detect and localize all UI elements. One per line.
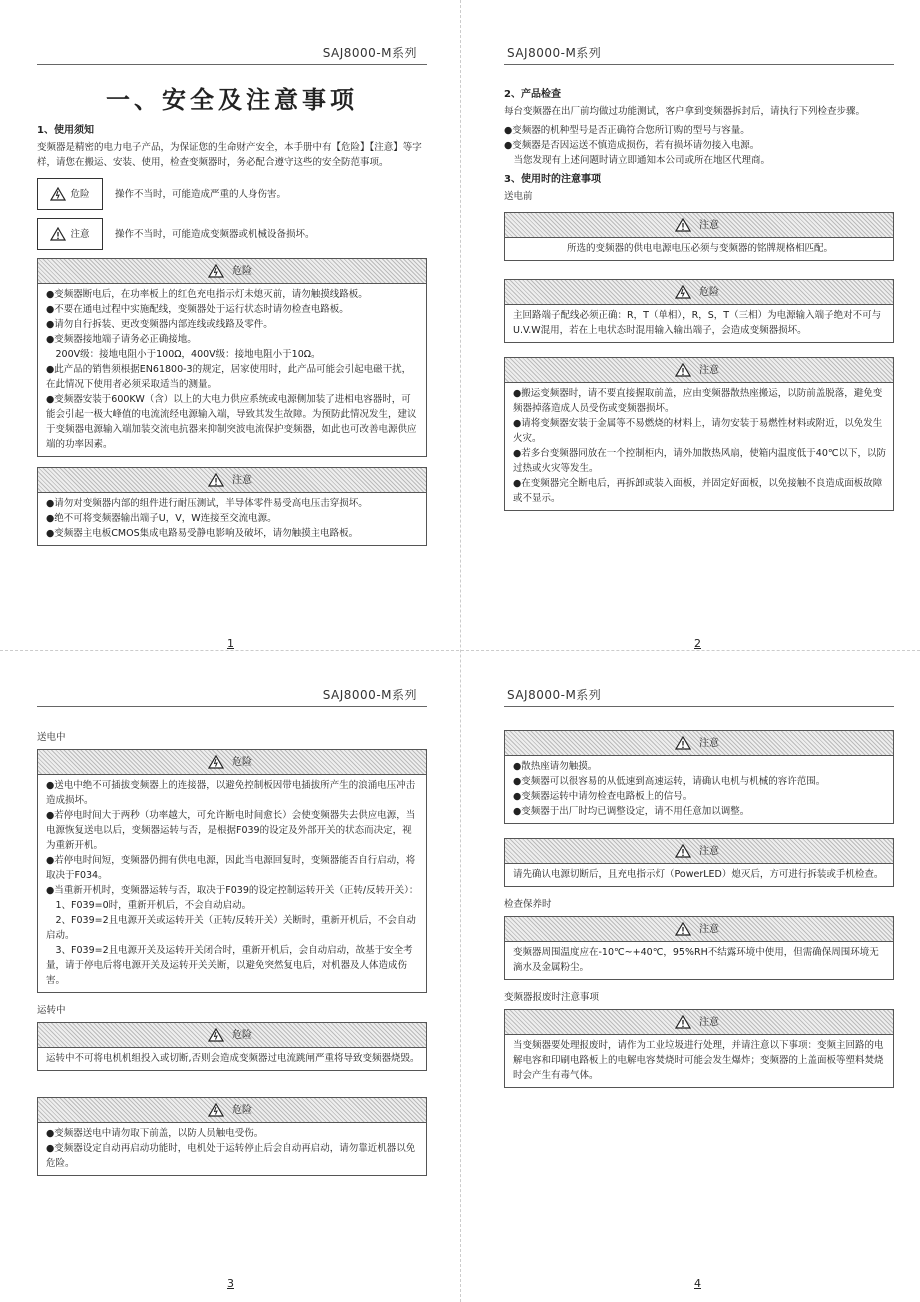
list-item: ●请勿对变频器内部的组件进行耐压测试，半导体零件易受高电压击穿损坏。 <box>46 498 368 509</box>
page-4-content <box>504 728 894 1098</box>
subheading: 送电中 <box>37 732 66 743</box>
list-item: ●搬运变频器时，请不要直接握取前盖，应由变频器散热座搬运，以防前盖脱落，避免变频器掉落造成人员受伤或变频器损坏。 <box>513 388 883 414</box>
page-number: 4 <box>694 1277 701 1290</box>
caution-tag-label: 注意 <box>70 228 90 240</box>
list-item: ●变频器主电板CMOS集成电路易受静电影响及破坏，请勿触摸主电路板。 <box>46 528 359 539</box>
box-header <box>38 750 426 775</box>
danger-box <box>504 279 894 343</box>
caution-box <box>37 467 427 546</box>
header-line <box>504 706 894 707</box>
caution-box <box>504 357 894 511</box>
list-item: ●送电中绝不可插拔变频器上的连接器，以避免控制板因带电插拔所产生的浪涌电压冲击造成损坏。 <box>46 780 416 806</box>
header-line <box>37 64 427 65</box>
box-label: 注意 <box>699 364 719 376</box>
list-item: ●变频器断电后，在功率板上的红色充电指示灯未熄灭前，请勿触摸线路板。 <box>46 289 368 300</box>
list-item: 当变频器要处理报废时，请作为工业垃圾进行处理，并请注意以下事项：变频主回路的电解电容和印刷电路板上的电解电容焚烧时可能会发生爆炸；变频器的上盖面板等塑料焚烧时会产生有毒气体。 <box>513 1040 884 1081</box>
list-item: 当您发现有上述问题时请立即通知本公司或所在地区代理商。 <box>504 155 771 166</box>
box-label: 危险 <box>232 756 252 768</box>
page-2 <box>482 40 912 650</box>
caution-warning-icon <box>675 363 691 377</box>
caution-tag <box>37 218 103 250</box>
list-item: ●若停电时间大于两秒（功率越大，可允许断电时间愈长）会使变频器失去供应电源，当电源恢复送电以后，变频器运转与否，是根据F039的设定及外部开关的状态而决定，视为重新开机。 <box>46 810 416 851</box>
caution-box <box>504 212 894 261</box>
box-label: 危险 <box>232 1104 252 1116</box>
caution-box <box>504 1009 894 1088</box>
caution-box <box>504 730 894 824</box>
box-label: 注意 <box>699 1016 719 1028</box>
box-header <box>505 917 893 942</box>
list-item: 运转中不可将电机机组投入或切断,否则会造成变频器过电流跳闸严重将导致变频器烧毁。 <box>46 1053 420 1064</box>
page-number: 1 <box>227 637 234 650</box>
list-item: ●变频器于出厂时均已调整设定，请不用任意加以调整。 <box>513 806 750 817</box>
danger-box <box>37 1022 427 1071</box>
box-header <box>505 213 893 238</box>
list-item: 主回路端子配线必须正确：R，T（单相），R，S，T（三相）为电源输入端子绝对不可与U.V.W混用，若在上电状态时混用输入输出端子，会造成变频器损坏。 <box>513 310 882 336</box>
page-4 <box>482 682 912 1290</box>
caution-warning-icon <box>675 844 691 858</box>
series-header: SAJ8000-M系列 <box>322 46 417 60</box>
page-3-content <box>37 728 427 1186</box>
danger-box <box>37 1097 427 1176</box>
list-item: ●若多台变频器同放在一个控制柜内，请外加散热风扇，使箱内温度低于40℃以下，以防过热或火灾等发生。 <box>513 448 887 474</box>
subheading: 送电前 <box>504 191 533 202</box>
danger-warning-icon <box>208 1028 224 1042</box>
box-header <box>505 839 893 864</box>
danger-warning-icon <box>675 285 691 299</box>
box-body <box>505 1035 893 1087</box>
box-header <box>505 731 893 756</box>
intro-paragraph: 每台变频器在出厂前均做过功能测试，客户拿到变频器拆封后，请执行下列检查步骤。 <box>504 106 866 117</box>
header-line <box>504 64 894 65</box>
list-item: ●此产品的销售须根据EN61800-3的规定，居家使用时，此产品可能会引起电磁干扰，在此情况下使用者必须采取适当的测量。 <box>46 364 412 390</box>
danger-warning-icon <box>208 755 224 769</box>
danger-tag <box>37 178 103 210</box>
caution-description: 操作不当时，可能造成变频器或机械设备损坏。 <box>115 228 315 240</box>
danger-tag-label: 危险 <box>70 188 90 200</box>
list-item: ●当重新开机时，变频器运转与否，取决于F039的设定控制运转开关（正转/反转开关）： <box>46 885 419 896</box>
intro-paragraph: 变频器是精密的电力电子产品，为保证您的生命财产安全，本手册中有【危险】【注意】等字样，请您在搬运、安装、使用，检查变频器时，务必配合遵守这些的安全防范事项。 <box>37 142 422 168</box>
list-item: ●变频器安装于600KW（含）以上的大电力供应系统或电源侧加装了进相电容器时，可能会引起一极大峰值的电流流经电源输入端，导致其发生故障。为预防此情况发生，建议于变频器电源输入端加装交流电抗器来抑制突波电流保护变频器，如此也可改善电源供应端的功率因素。 <box>46 394 417 450</box>
caution-box <box>504 916 894 980</box>
page-2-content <box>504 84 894 521</box>
subheading: 变频器报废时注意事项 <box>504 992 600 1003</box>
box-body <box>505 864 893 886</box>
caution-warning-icon <box>675 736 691 750</box>
box-header <box>505 1010 893 1035</box>
list-item: ●变频器运转中请勿检查电路板上的信号。 <box>513 791 693 802</box>
list-item: ●不要在通电过程中实施配线，变频器处于运行状态时请勿检查电路板。 <box>46 304 349 315</box>
box-label: 注意 <box>699 845 719 857</box>
list-item: ●变频器设定自动再启动功能时，电机处于运转停止后会自动再启动，请勿靠近机器以免危险。 <box>46 1143 416 1169</box>
header-line <box>37 706 427 707</box>
list-item: ●散热座请勿触摸。 <box>513 761 598 772</box>
list-item: 2、F039=2且电源开关或运转开关（正转/反转开关）关断时，重新开机后，不会自动启动。 <box>46 915 416 941</box>
list-item: ●变频器送电中请勿取下前盖，以防人员触电受伤。 <box>46 1128 264 1139</box>
page-number: 3 <box>227 1277 234 1290</box>
danger-warning-icon <box>208 264 224 278</box>
series-header: SAJ8000-M系列 <box>507 688 602 702</box>
box-body <box>38 775 426 992</box>
box-header <box>38 468 426 493</box>
list-item: ●请勿自行拆装、更改变频器内部连线或线路及零件。 <box>46 319 273 330</box>
caution-warning-icon <box>675 218 691 232</box>
caution-legend <box>37 218 427 250</box>
list-item: 所选的变频器的供电电源电压必须与变频器的铭牌规格相匹配。 <box>566 243 833 254</box>
caution-box <box>504 838 894 887</box>
box-label: 注意 <box>232 474 252 486</box>
danger-box <box>37 258 427 457</box>
box-body <box>38 1048 426 1070</box>
list-item: 变频器周围温度应在-10℃~+40℃，95%RH不结露环境中使用，但需确保周围环境无滴水及金属粉尘。 <box>513 947 879 973</box>
section-heading: 1、使用须知 <box>37 125 94 136</box>
box-header <box>38 259 426 284</box>
box-body <box>505 383 893 510</box>
danger-description: 操作不当时，可能造成严重的人身伤害。 <box>115 188 287 200</box>
box-body <box>505 238 893 260</box>
list-item: ●变频器是否因运送不慎造成损伤，若有损坏请勿接入电源。 <box>504 140 760 151</box>
caution-warning-icon <box>675 922 691 936</box>
danger-legend <box>37 178 427 210</box>
page-number: 2 <box>694 637 701 650</box>
series-header: SAJ8000-M系列 <box>507 46 602 60</box>
subheading: 检查保养时 <box>504 899 552 910</box>
box-label: 危险 <box>232 265 252 277</box>
list-item: 请先确认电源切断后，且充电指示灯（PowerLED）熄灭后，方可进行拆装或手机检查。 <box>513 869 884 880</box>
subheading: 运转中 <box>37 1005 66 1016</box>
caution-warning-icon <box>675 1015 691 1029</box>
box-body <box>38 284 426 456</box>
danger-warning-icon <box>208 1103 224 1117</box>
box-label: 注意 <box>699 219 719 231</box>
box-label: 注意 <box>699 923 719 935</box>
box-body <box>505 942 893 979</box>
list-item: ●变频器可以很容易的从低速到高速运转，请确认电机与机械的容许范围。 <box>513 776 826 787</box>
box-header <box>505 280 893 305</box>
caution-warning-icon <box>50 227 66 241</box>
box-header <box>38 1098 426 1123</box>
box-body <box>38 493 426 545</box>
box-label: 危险 <box>699 286 719 298</box>
list-item: 1、F039=0时，重新开机后，不会自动启动。 <box>46 900 252 911</box>
list-item: ●变频器的机种型号是否正确符合您所订购的型号与容量。 <box>504 125 750 136</box>
list-item: ●请将变频器安装于金属等不易燃烧的材料上，请勿安装于易燃性材料或附近，以免发生火灾。 <box>513 418 883 444</box>
horizontal-divider <box>0 650 920 652</box>
list-item: ●变频器接地端子请务必正确接地。 <box>46 334 197 345</box>
list-item: 3、F039=2且电源开关及运转开关闭合时，重新开机后，会自动启动，故基于安全考量，请于停电后将电源开关及运转开关关断，以避免突然复电后，对机器及人体造成伤害。 <box>46 945 413 986</box>
page-1 <box>15 40 445 650</box>
series-header: SAJ8000-M系列 <box>322 688 417 702</box>
chapter-title: 一、安全及注意事项 <box>106 85 358 114</box>
page-1-content <box>37 74 427 556</box>
list-item: 200V级：接地电阻小于100Ω，400V级：接地电阻小于10Ω。 <box>46 349 321 360</box>
box-label: 注意 <box>699 737 719 749</box>
section-heading: 2、产品检查 <box>504 89 561 100</box>
box-label: 危险 <box>232 1029 252 1041</box>
caution-warning-icon <box>208 473 224 487</box>
danger-warning-icon <box>50 187 66 201</box>
box-body <box>38 1123 426 1175</box>
list-item: ●在变频器完全断电后，再拆卸或装入面板，并固定好面板，以免接触不良造成面板故障或不显示。 <box>513 478 883 504</box>
list-item: ●若停电时间短，变频器仍拥有供电电源，因此当电源回复时，变频器能否自行启动，将取决于F034。 <box>46 855 416 881</box>
page-3 <box>15 682 445 1290</box>
box-header <box>38 1023 426 1048</box>
box-body <box>505 305 893 342</box>
box-body <box>505 756 893 823</box>
section-heading: 3、使用时的注意事项 <box>504 174 601 185</box>
list-item: ●绝不可将变频器输出端子U，V，W连接至交流电源。 <box>46 513 277 524</box>
box-header <box>505 358 893 383</box>
danger-box <box>37 749 427 993</box>
